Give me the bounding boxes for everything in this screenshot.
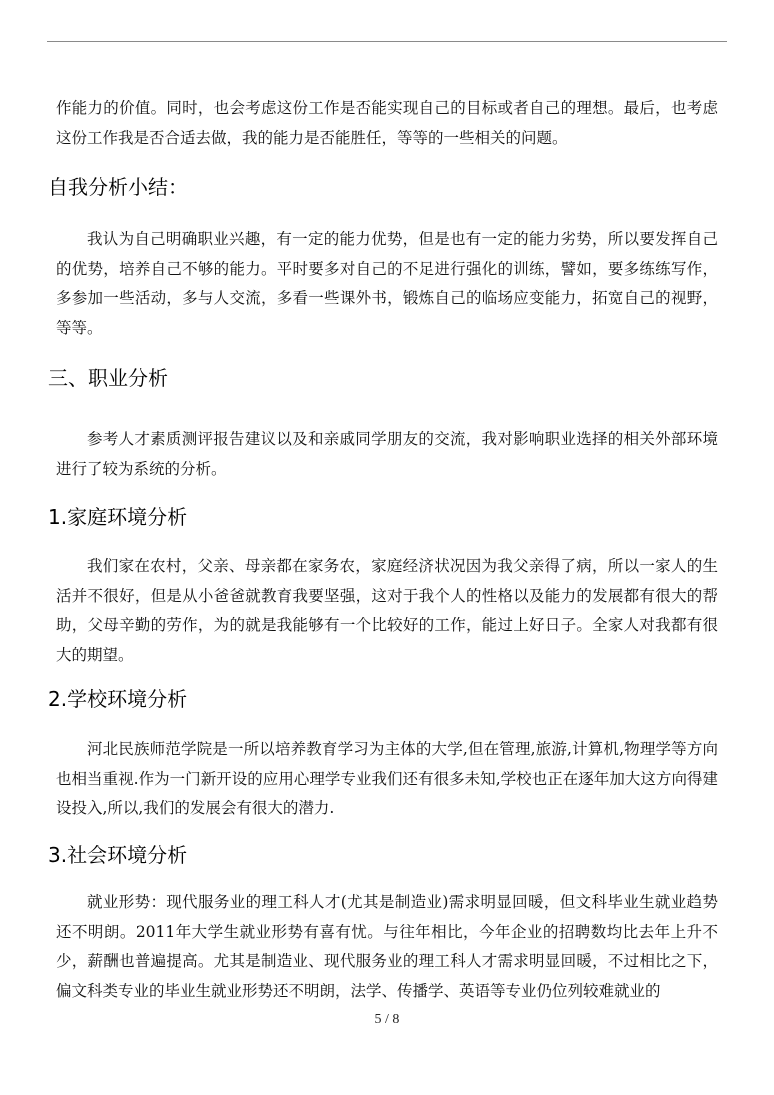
- heading-family-environment: 1.家庭环境分析: [48, 505, 188, 529]
- header-rule: [47, 41, 727, 42]
- paragraph-family-environment: 我们家在农村，父亲、母亲都在家务农，家庭经济状况因为我父亲得了病，所以一家人的生活并不很好，但是从小爸爸就教育我要坚强，这对于我个人的性格以及能力的发展都有很大的帮助，父母辛勤的劳作，为的就是我能够有一个比较好的工作，能过上好日子。全家人对我都有很大的期望。: [56, 557, 718, 664]
- paragraph-career-intro: 参考人才素质测评报告建议以及和亲戚同学朋友的交流，我对影响职业选择的相关外部环境进行了较为系统的分析。: [56, 430, 718, 478]
- heading-career-analysis: 三、职业分析: [48, 366, 168, 390]
- page-number: 5 / 8: [374, 1012, 400, 1027]
- paragraph-work-value: 作能力的价值。同时，也会考虑这份工作是否能实现自己的目标或者自己的理想。最后，也考虑这份工作我是否合适去做，我的能力是否能胜任，等等的一些相关的问题。: [56, 99, 718, 147]
- paragraph-self-summary: 我认为自己明确职业兴趣，有一定的能力优势，但是也有一定的能力劣势，所以要发挥自己的优势，培养自己不够的能力。平时要多对自己的不足进行强化的训练，譬如，要多练练写作，多参加一些活动，多与人交流，多看一些课外书，锻炼自己的临场应变能力，拓宽自己的视野，等等。: [56, 230, 718, 337]
- heading-society-environment: 3.社会环境分析: [48, 843, 188, 867]
- paragraph-employment-situation: 就业形势：现代服务业的理工科人才(尤其是制造业)需求明显回暖，但文科毕业生就业趋势还不明朗。2011年大学生就业形势有喜有忧。与往年相比，今年企业的招聘数均比去年上升不少，薪酬也普遍提高。尤其是制造业、现代服务业的理工科人才需求明显回暖，不过相比之下，偏文科类专业的毕业生就业形势还不明朗，法学、传播学、英语等专业仍位列较难就业的: [56, 893, 718, 1000]
- heading-school-environment: 2.学校环境分析: [48, 687, 188, 711]
- heading-self-summary: 自我分析小结：: [48, 175, 188, 199]
- paragraph-school-environment: 河北民族师范学院是一所以培养教育学习为主体的大学,但在管理,旅游,计算机,物理学等方向也相当重视.作为一门新开设的应用心理学专业我们还有很多未知,学校也正在逐年加大这方向得建设投入,所以,我们的发展会有很大的潜力.: [56, 740, 718, 817]
